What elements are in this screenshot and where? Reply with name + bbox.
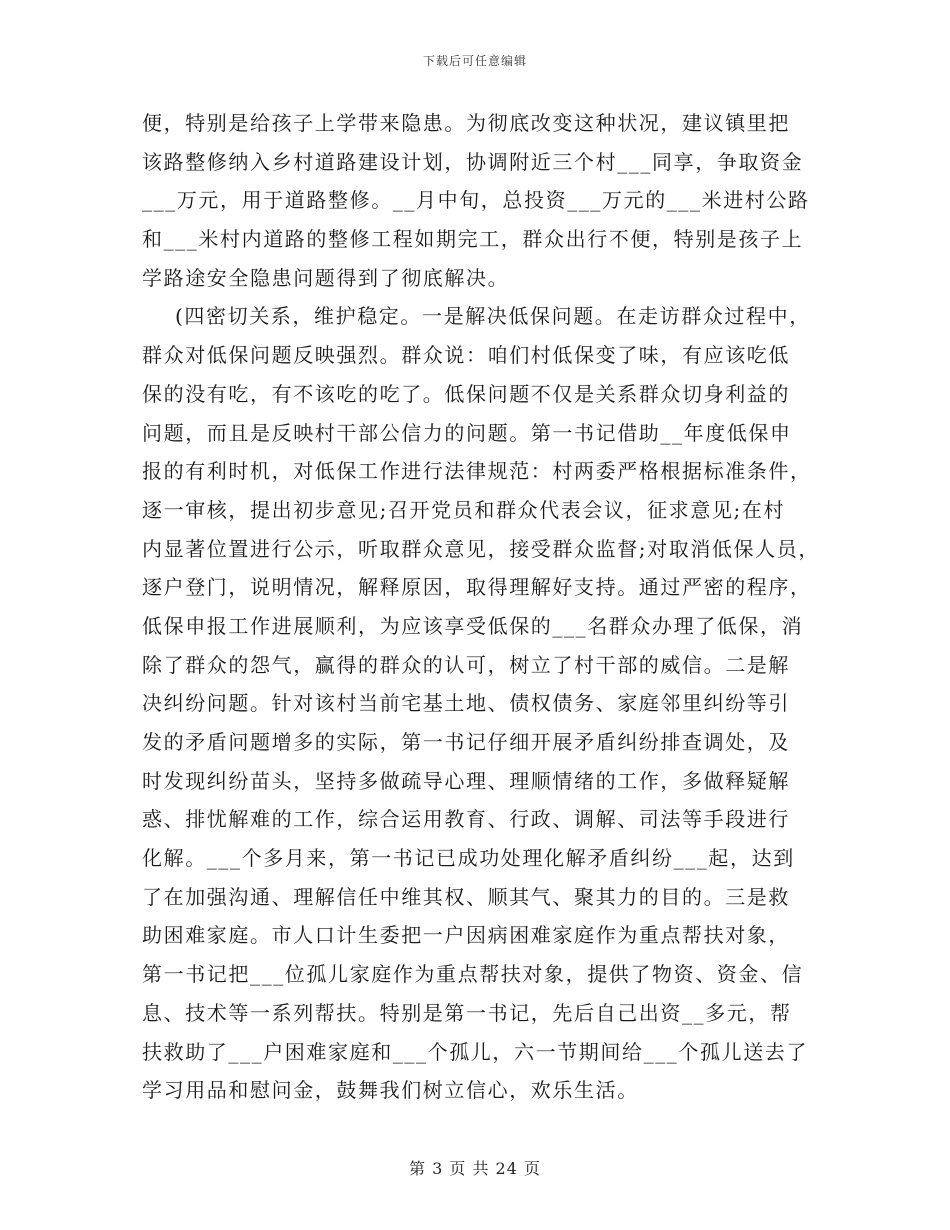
text-line: 惑、排忧解难的工作，综合运用教育、行政、调解、司法等手段进行	[142, 807, 790, 832]
page-header: 下载后可任意编辑	[422, 54, 527, 68]
text-line: 扶救助了___户困难家庭和___个孤儿，六一节期间给___个孤儿送去了	[142, 1039, 808, 1064]
text-line: 该路整修纳入乡村道路建设计划，协调附近三个村___同享，争取资金	[142, 149, 804, 174]
text-line: 学习用品和慰问金，鼓舞我们树立信心，欢乐生活。	[142, 1078, 639, 1103]
paragraph-start-line: (四密切关系，维护稳定。一是解决低保问题。在走访群众过程中，	[175, 304, 811, 329]
text-line: 化解。___个多月来，第一书记已成功处理化解矛盾纠纷___起，达到	[142, 846, 795, 871]
text-line: 报的有利时机，对低保工作进行法律规范：村两委严格根据标准条件，	[142, 459, 812, 484]
text-line: 保的没有吃，有不该吃的吃了。低保问题不仅是关系群众切身利益的	[142, 381, 790, 406]
text-line: 发的矛盾问题增多的实际，第一书记仔细开展矛盾纠纷排查调处，及	[142, 730, 790, 754]
text-line: 除了群众的怨气，赢得的群众的认可，树立了村干部的威信。二是解	[142, 652, 790, 677]
text-line: 问题，而且是反映村干部公信力的问题。第一书记借助__年度低保申	[142, 420, 792, 445]
text-line: 便，特别是给孩子上学带来隐患。为彻底改变这种状况，建议镇里把	[142, 111, 790, 135]
text-line: 学路途安全隐患问题得到了彻底解决。	[142, 265, 510, 290]
text-line: 逐户登门，说明情况，解释原因，取得理解好支持。通过严密的程序，	[142, 575, 812, 600]
text-line: 决纠纷问题。针对该村当前宅基土地、债权债务、家庭邻里纠纷等引	[142, 691, 790, 716]
text-line: 时发现纠纷苗头，坚持多做疏导心理、理顺情绪的工作，多做释疑解	[142, 768, 790, 793]
text-line: 助困难家庭。市人口计生委把一户因病困难家庭作为重点帮扶对象，	[142, 923, 790, 948]
text-line: 内显著位置进行公示，听取群众意见，接受群众监督;对取消低保人员，	[142, 536, 820, 561]
text-line: 和___米村内道路的整修工程如期完工，群众出行不便，特别是孩子上	[142, 227, 804, 252]
text-line: 低保申报工作进展顺利，为应该享受低保的___名群众办理了低保，消	[142, 613, 804, 638]
text-line: 群众对低保问题反映强烈。群众说：咱们村低保变了味，有应该吃低	[142, 343, 790, 368]
text-line: 息、技术等一系列帮扶。特别是第一书记，先后自己出资__多元，帮	[142, 1000, 792, 1025]
text-line: ___万元，用于道路整修。__月中旬，总投资___万元的___米进村公路	[142, 188, 810, 213]
text-line: 了在加强沟通、理解信任中维其权、顺其气、聚其力的目的。三是救	[142, 884, 790, 909]
page-number-footer: 第 3 页 共 24 页	[409, 1159, 541, 1178]
text-line: 逐一审核，提出初步意见;召开党员和群众代表会议，征求意见;在村	[142, 497, 786, 522]
text-line: 第一书记把___位孤儿家庭作为重点帮扶对象，提供了物资、资金、信	[142, 962, 804, 987]
document-body	[142, 104, 832, 1110]
